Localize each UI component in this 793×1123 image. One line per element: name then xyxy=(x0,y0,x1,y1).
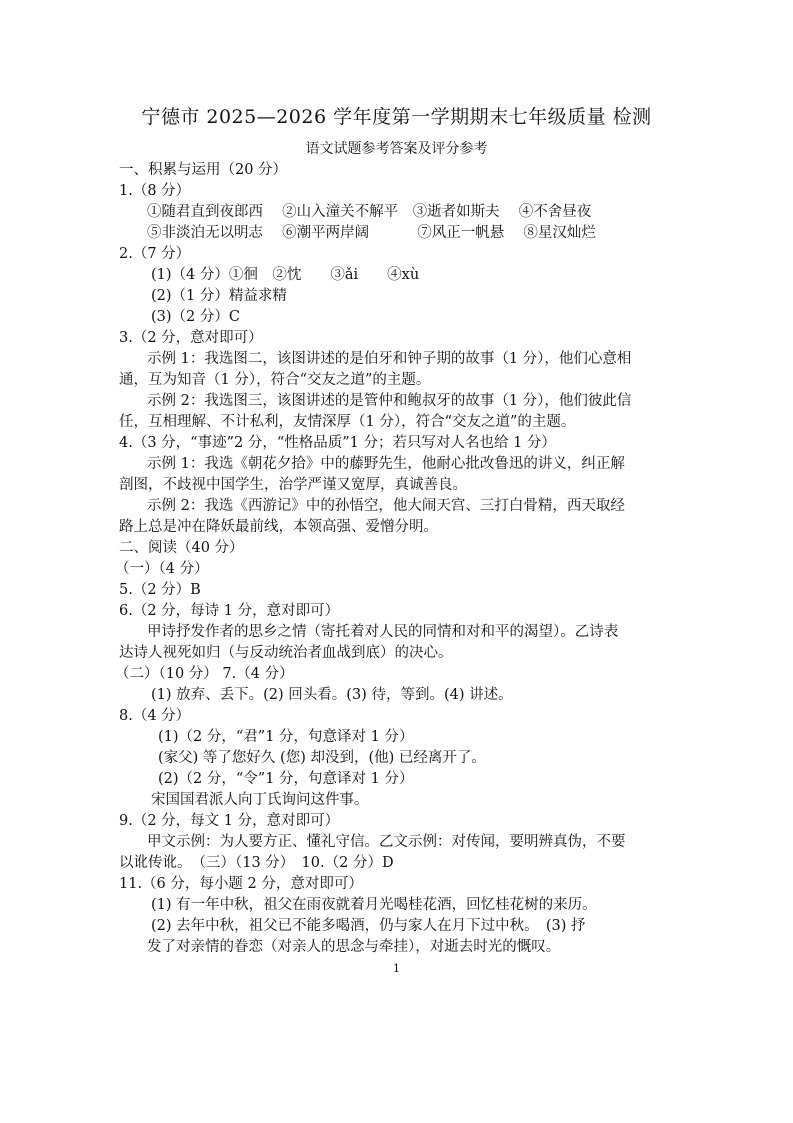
answer-line: (家父) 等了您好久 (您) 却没到，(他) 已经离开了。 xyxy=(158,750,486,766)
answer-line: 发了对亲情的眷恋（对亲人的思念与牵挂），对逝去时光的慨叹。 xyxy=(147,939,561,955)
answer-line: 宋国国君派人向丁氏询问这件事。 xyxy=(151,792,369,808)
section-heading: 二、阅读（40 分） xyxy=(119,540,244,556)
section-heading: 一、积累与运用（20 分） xyxy=(119,162,288,178)
answer-line: 路上总是冲在降妖最前线，本领高强、爱憎分明。 xyxy=(119,519,438,535)
answer-line: 以讹传讹。 （三）（13 分） 10.（2 分）D xyxy=(119,855,394,871)
page-subtitle: 语文试题参考答案及评分参考 xyxy=(305,141,488,157)
answer-line: 任，互相理解、不计私利，友情深厚（1 分），符合“交友之道”的主题。 xyxy=(119,414,576,430)
subsection-heading: （一）（4 分） xyxy=(115,561,209,577)
page-title: 宁德市 2025—2026 学年度第一学期期末七年级质量 检测 xyxy=(141,106,652,128)
question-heading: 4.（3 分，“事迹”2 分，“性格品质”1 分；若只写对人名也给 1 分） xyxy=(119,435,556,451)
answer-line: 示例 1：我选《朝花夕拾》中的藤野先生，他耐心批改鲁迅的讲义，纠正解 xyxy=(147,456,625,472)
answer-line: 示例 1：我选图二，该图讲述的是伯牙和钟子期的故事（1 分），他们心意相 xyxy=(147,351,632,367)
answer-line: 示例 2：我选图三，该图讲述的是管仲和鲍叔牙的故事（1 分），他们彼此信 xyxy=(147,393,632,409)
question-heading: 1.（8 分） xyxy=(119,183,191,199)
question-heading: 9.（2 分，每文 1 分，意对即可） xyxy=(119,813,340,829)
answer-line: (1)（2 分，“君”1 分，句意译对 1 分） xyxy=(158,729,414,745)
question-heading: 8.（4 分） xyxy=(119,708,191,724)
answer-line: (3)（2 分）C xyxy=(151,309,240,325)
answer-line: (2) 去年中秋，祖父已不能多喝酒，仍与家人在月下过中秋。 (3) 抒 xyxy=(151,918,586,934)
answer-line: (1) 有一年中秋，祖父在雨夜就着月光喝桂花酒，回忆桂花树的来历。 xyxy=(151,897,597,913)
answer-line: 甲文示例：为人要方正、懂礼守信。乙文示例：对传闻，要明辨真伪，不要 xyxy=(147,834,626,850)
answer-line: 示例 2：我选《西游记》中的孙悟空，他大闹天宫、三打白骨精，西天取经 xyxy=(147,498,625,514)
answer-line: 通，互为知音（1 分），符合“交友之道”的主题。 xyxy=(119,372,431,388)
answer-line: 剖图，不歧视中国学生，治学严谨又宽厚，真诚善良。 xyxy=(119,477,467,493)
answer-line: (1)（4 分）①徊 ②忱 ③ǎi ④xù xyxy=(151,267,420,283)
question-heading: 2.（7 分） xyxy=(119,246,191,262)
question-heading: 5.（2 分）B xyxy=(119,582,201,598)
question-heading: 11.（6 分，每小题 2 分，意对即可） xyxy=(119,876,363,892)
answer-line: (2)（1 分）精益求精 xyxy=(151,288,287,304)
answer-line: 甲诗抒发作者的思乡之情（寄托着对人民的同情和对和平的渴望）。乙诗表 xyxy=(147,624,619,640)
answer-line: (1) 放弃、丢下。(2) 回头看。(3) 待，等到。(4) 讲述。 xyxy=(151,687,513,703)
page-number: 1 xyxy=(393,962,400,975)
answer-line: 达诗人视死如归（与反动统治者血战到底）的决心。 xyxy=(119,645,453,661)
question-heading: 3.（2 分，意对即可） xyxy=(119,330,263,346)
question-heading: 6.（2 分，每诗 1 分，意对即可） xyxy=(119,603,340,619)
subsection-heading: （二）（10 分） 7.（4 分） xyxy=(115,666,294,682)
answer-line: (2)（2 分，“令”1 分，句意译对 1 分） xyxy=(158,771,414,787)
answer-line: ⑤非淡泊无以明志 ⑥潮平两岸阔 ⑦风正一帆悬 ⑧星汉灿烂 xyxy=(147,225,596,241)
answer-line: ①随君直到夜郎西 ②山入潼关不解平 ③逝者如斯夫 ④不舍昼夜 xyxy=(147,204,592,220)
